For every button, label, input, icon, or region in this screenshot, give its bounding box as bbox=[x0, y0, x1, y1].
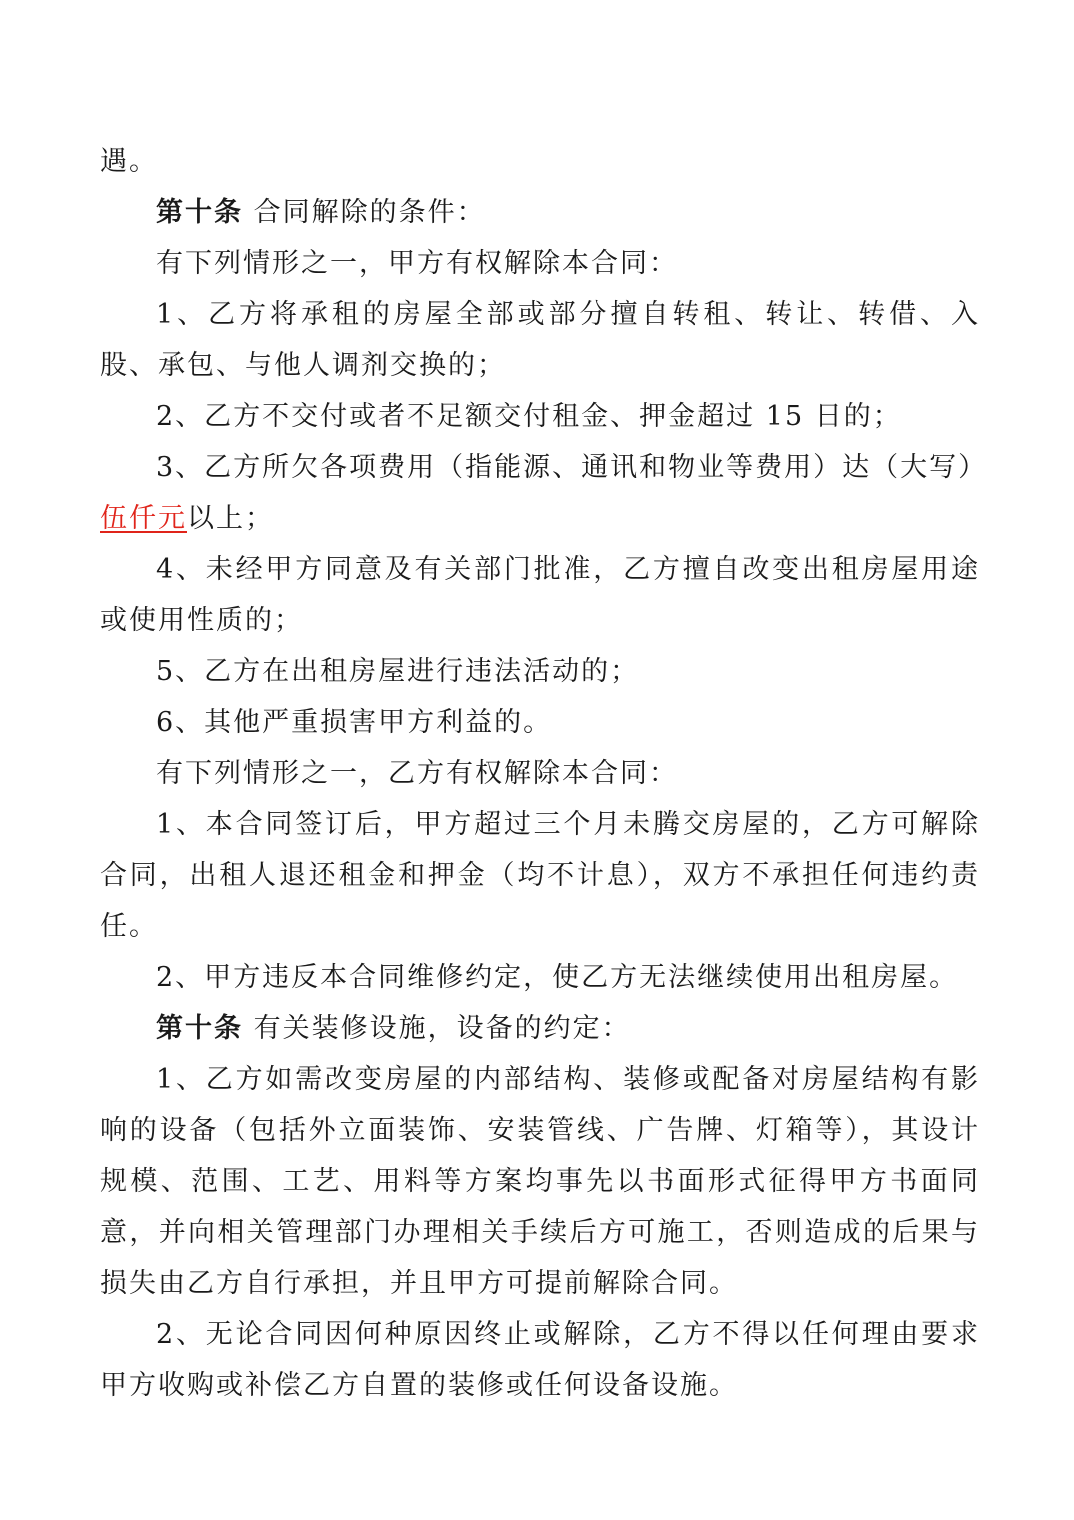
landlord-clause-2: 2、乙方不交付或者不足额交付租金、押金超过 15 日的； bbox=[156, 401, 902, 432]
landlord-clause-6: 6、其他严重损害甲方利益的。 bbox=[156, 707, 553, 738]
article-title: 合同解除的条件： bbox=[243, 197, 486, 228]
renovation-clause-1: 1、乙方如需改变房屋的内部结构、装修或配备对房屋结构有影响的设备（包括外立面装饰、安装管线、广告牌、灯箱等），其设计规模、范围、工艺、用料等方案均事先以书面形式征得甲方书面同意，并向相关管理部门办理相关手续后方可施工，否则造成的后果与损失由乙方自行承担，并且甲方可提前解除合同。 bbox=[100, 1064, 980, 1299]
clause-3-text: 3、乙方所欠各项费用（指能源、通讯和物业等费用）达（大写） bbox=[156, 452, 988, 483]
landlord-clause-5: 5、乙方在出租房屋进行违法活动的； bbox=[156, 656, 640, 687]
landlord-clause-4: 4、未经甲方同意及有关部门批准，乙方擅自改变出租房屋用途或使用性质的； bbox=[100, 554, 980, 636]
tenant-clause-2: 2、甲方违反本合同维修约定，使乙方无法继续使用出租房屋。 bbox=[156, 962, 959, 993]
tenant-termination-intro: 有下列情形之一，乙方有权解除本合同： bbox=[156, 758, 678, 789]
landlord-termination-intro: 有下列情形之一，甲方有权解除本合同： bbox=[156, 248, 678, 279]
article-title: 有关装修设施，设备的约定： bbox=[243, 1013, 631, 1044]
tenant-clause-1: 1、本合同签订后，甲方超过三个月未腾交房屋的，乙方可解除合同，出租人退还租金和押金（均不计息），双方不承担任何违约责任。 bbox=[100, 809, 980, 942]
article-10-heading bbox=[100, 187, 980, 238]
document-body bbox=[100, 136, 988, 1411]
article-number: 第十条 bbox=[156, 197, 243, 228]
article-renovation-heading bbox=[100, 1003, 980, 1054]
amount-field: 伍仟元 bbox=[100, 503, 187, 534]
continuation-line: 遇。 bbox=[100, 146, 158, 177]
clause-3-suffix: 以上； bbox=[187, 503, 274, 534]
renovation-clause-2: 2、无论合同因何种原因终止或解除，乙方不得以任何理由要求甲方收购或补偿乙方自置的装修或任何设备设施。 bbox=[100, 1319, 980, 1401]
article-number: 第十条 bbox=[156, 1013, 243, 1044]
landlord-clause-3 bbox=[100, 442, 988, 544]
landlord-clause-1: 1、乙方将承租的房屋全部或部分擅自转租、转让、转借、入股、承包、与他人调剂交换的； bbox=[100, 299, 980, 381]
